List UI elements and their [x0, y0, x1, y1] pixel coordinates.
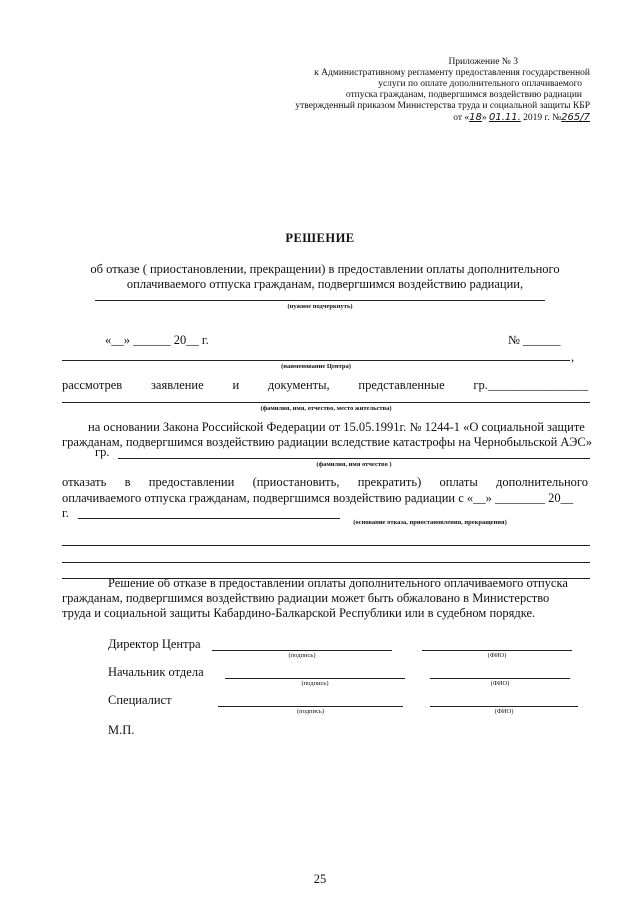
caption-fio: (фамилия, имя отчество ) — [316, 461, 392, 468]
subtitle-line-2: оплачиваемого отпуска гражданам, подвергшимся воздействию радиации, — [126, 277, 524, 291]
subtitle-line-1: об отказе ( приостановлении, прекращении) в предоставлении оплаты дополнительного — [90, 262, 560, 276]
date-year: 2019 г. № — [523, 113, 562, 123]
blank-line-2 — [62, 562, 590, 563]
refuse-word-3: предоставлении — [148, 475, 235, 489]
signature-role-specialist: Специалист — [108, 693, 172, 707]
date-mid: » — [481, 113, 487, 123]
gr-label: гр. — [95, 445, 110, 459]
appendix-line-1: Приложение № 3 — [448, 57, 518, 67]
date-field: «__» ______ 20__ г. — [105, 333, 209, 347]
page-title: РЕШЕНИЕ — [285, 231, 355, 245]
refuse-word-4: (приостановить, — [252, 475, 340, 489]
date-prefix: от « — [453, 113, 470, 123]
center-comma: , — [571, 350, 575, 364]
number-field: № ______ — [508, 333, 561, 347]
refuse-word-6: оплаты — [439, 475, 478, 489]
center-name-line — [62, 360, 570, 361]
head-fio-caption: (ФИО) — [490, 680, 510, 687]
stamp-label: М.П. — [108, 723, 135, 737]
appendix-line-5: утвержденный приказом Министерства труда и социальной защиты КБР — [295, 101, 590, 111]
signature-role-director: Директор Центра — [108, 637, 201, 651]
basis-line-1: на основании Закона Российской Федерации от 15.05.1991г. № 1244-1 «О социальной защите — [88, 420, 585, 434]
appendix-block — [270, 57, 590, 124]
date-day: 18 — [469, 112, 482, 123]
appeal-line-2: гражданам, подвергшимся воздействию радиации может быть обжаловано в Министерство — [62, 591, 550, 605]
refuse-line-2: оплачиваемого отпуска гражданам, подвергшимся воздействию радиации с «__» ________ 20__ — [62, 491, 574, 505]
review-word-1: рассмотрев — [62, 378, 123, 392]
specialist-sign-caption: (подпись) — [297, 708, 324, 715]
director-fio-line — [422, 650, 572, 651]
page-number: 25 — [313, 872, 327, 886]
appeal-line-3: труда и социальной защиты Кабардино-Балкарской Республики или в судебном порядке. — [62, 606, 536, 620]
appeal-text — [62, 576, 590, 621]
refuse-line-1 — [62, 475, 588, 490]
specialist-sign-line — [218, 706, 403, 707]
citizen-line — [118, 458, 590, 459]
caption-basis: (основание отказа, приостановления, прекращения) — [353, 519, 507, 526]
applicant-line — [62, 402, 590, 403]
caption-fio-address: (фамилия, имя, отчество, место жительства) — [260, 405, 392, 412]
appendix-line-4: отпуска гражданам, подвергшимся воздействию радиации — [345, 90, 582, 100]
date-month: 01.11. — [488, 112, 521, 123]
review-word-3: и — [232, 378, 240, 392]
blank-line-1 — [62, 545, 590, 546]
director-fio-caption: (ФИО) — [487, 652, 507, 659]
basis-line-2: гражданам, подвергшимся воздействию радиации вследствие катастрофы на Чернобыльской АЭС» — [62, 435, 592, 449]
specialist-fio-caption: (ФИО) — [494, 708, 514, 715]
signature-role-head: Начальник отдела — [108, 665, 204, 679]
caption-underline: (нужное подчеркнуть) — [287, 303, 353, 310]
refuse-word-2: в — [124, 475, 131, 489]
refuse-word-5: прекратить) — [357, 475, 422, 489]
underline-choice-line — [95, 300, 545, 301]
refuse-word-1: отказать — [62, 475, 107, 489]
date-number: 265/7 — [561, 112, 590, 123]
head-sign-caption: (подпись) — [301, 680, 329, 687]
director-sign-caption: (подпись) — [288, 652, 316, 659]
basis-text — [62, 420, 592, 450]
appendix-line-3: услуги по оплате дополнительного оплачиваемого — [378, 79, 582, 89]
appendix-date-line — [270, 112, 590, 124]
review-line — [62, 378, 588, 393]
review-word-4: документы, — [267, 378, 330, 392]
review-word-6: гр.________________ — [473, 378, 588, 392]
refuse-word-7: дополнительного — [496, 475, 588, 489]
g-label: г. — [62, 506, 69, 520]
subtitle — [60, 262, 590, 292]
specialist-fio-line — [430, 706, 578, 707]
head-sign-line — [225, 678, 405, 679]
appeal-line-1: Решение об отказе в предоставлении оплаты дополнительного оплачиваемого отпуска — [108, 576, 568, 590]
head-fio-line — [430, 678, 570, 679]
caption-center: (наименование Центра) — [281, 363, 351, 370]
director-sign-line — [212, 650, 392, 651]
review-word-5: представленные — [358, 378, 445, 392]
appendix-line-2: к Административному регламенту предоставления государственной — [314, 68, 590, 78]
review-word-2: заявление — [150, 378, 204, 392]
